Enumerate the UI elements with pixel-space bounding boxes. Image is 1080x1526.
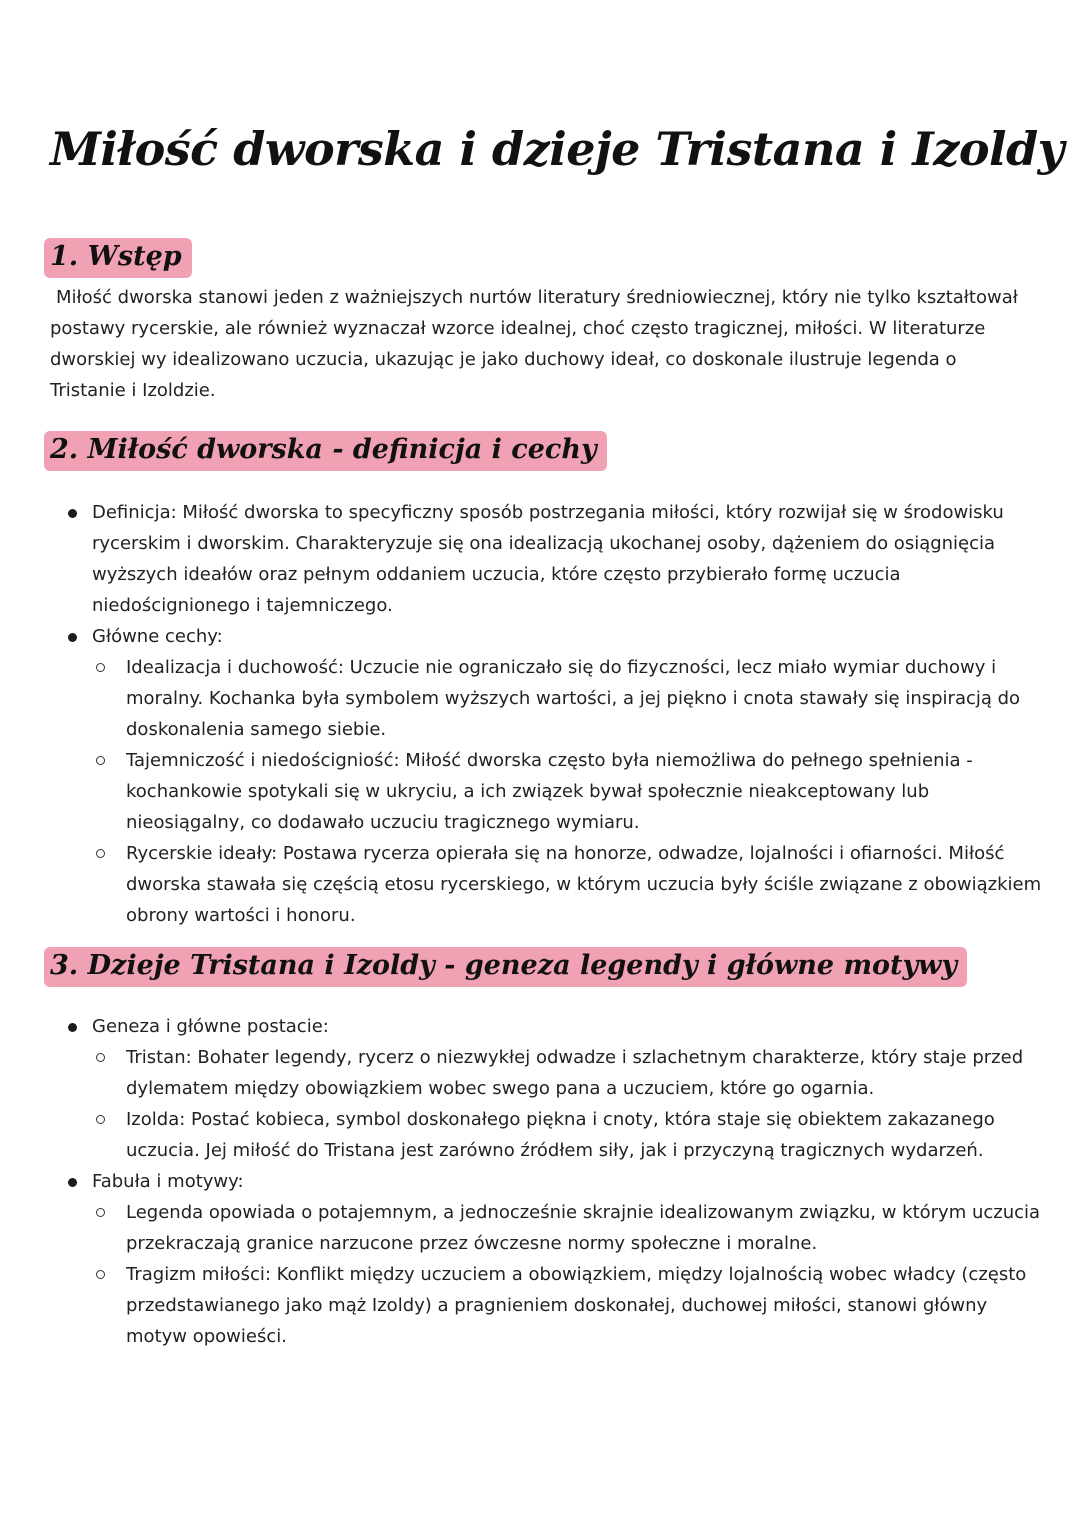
plot-label: Fabuła i motywy: (92, 1171, 244, 1192)
plot-list (92, 1197, 1044, 1352)
list-item-features (64, 621, 1044, 931)
page-title: Miłość dworska i dzieje Tristana i Izoldy (50, 122, 1064, 176)
list-item: Tajemniczość i niedościgniość: Miłość dworska często była niemożliwa do pełnego spełnienia - kochankowie spotykali się w ukryciu, a ich związek bywał społecznie nieakceptowany lub nieosiągalny, co dodawało uczuciu tragicznego wymiaru. (92, 745, 1044, 838)
list-item-plot (64, 1166, 1044, 1352)
courtly-love-list (64, 497, 1044, 931)
section-heading-courtly-love: 2. Miłość dworska - definicja i cechy (44, 431, 607, 471)
list-item: Legenda opowiada o potajemnym, a jednocześnie skrajnie idealizowanym związku, w którym uczucia przekraczają granice narzucone przez ówczesne normy społeczne i moralne. (92, 1197, 1044, 1259)
list-item: Tristan: Bohater legendy, rycerz o niezwykłej odwadze i szlachetnym charakterze, który staje przed dylematem między obowiązkiem wobec swego pana a uczuciem, które go ogarnia. (92, 1042, 1044, 1104)
legend-list (64, 1011, 1044, 1352)
characters-label: Geneza i główne postacie: (92, 1016, 329, 1037)
list-item: Tragizm miłości: Konflikt między uczuciem a obowiązkiem, między lojalnością wobec władcy (często przedstawianego jako mąż Izoldy) a pragnieniem doskonałej, duchowej miłości, stanowi główny motyw opowieści. (92, 1259, 1044, 1352)
list-item: Idealizacja i duchowość: Uczucie nie ograniczało się do fizyczności, lecz miało wymiar duchowy i moralny. Kochanka była symbolem wyższych wartości, a jej piękno i cnota stawały się inspiracją do doskonalenia samego siebie. (92, 652, 1044, 745)
section-heading-intro: 1. Wstęp (44, 238, 192, 278)
features-label: Główne cechy: (92, 626, 223, 647)
section-heading-legend: 3. Dzieje Tristana i Izoldy - geneza legendy i główne motywy (44, 947, 967, 987)
list-item-characters (64, 1011, 1044, 1166)
list-item-definition: Definicja: Miłość dworska to specyficzny sposób postrzegania miłości, który rozwijał się w środowisku rycerskim i dworskim. Charakteryzuje się ona idealizacją ukochanej osoby, dążeniem do osiągnięcia wyższych ideałów oraz pełnym oddaniem uczucia, które często przybierało formę uczucia niedoścignionego i tajemniczego. (64, 497, 1044, 621)
characters-list (92, 1042, 1044, 1166)
intro-paragraph: Miłość dworska stanowi jeden z ważniejszych nurtów literatury średniowiecznej, który nie tylko kształtował postawy rycerskie, ale również wyznaczał wzorce idealnej, choć często tragicznej, miłości. W literaturze dworskiej wy idealizowano uczucia, ukazując je jako duchowy ideał, co doskonale ilustruje legenda o Tristanie i Izoldzie. (50, 287, 1018, 401)
list-item: Rycerskie ideały: Postawa rycerza opierała się na honorze, odwadze, lojalności i ofiarności. Miłość dworska stawała się częścią etosu rycerskiego, w którym uczucia były ściśle związane z obowiązkiem obrony wartości i honoru. (92, 838, 1044, 931)
features-list (92, 652, 1044, 931)
list-item: Izolda: Postać kobieca, symbol doskonałego piękna i cnoty, która staje się obiektem zakazanego uczucia. Jej miłość do Tristana jest zarówno źródłem siły, jak i przyczyną tragicznych wydarzeń. (92, 1104, 1044, 1166)
